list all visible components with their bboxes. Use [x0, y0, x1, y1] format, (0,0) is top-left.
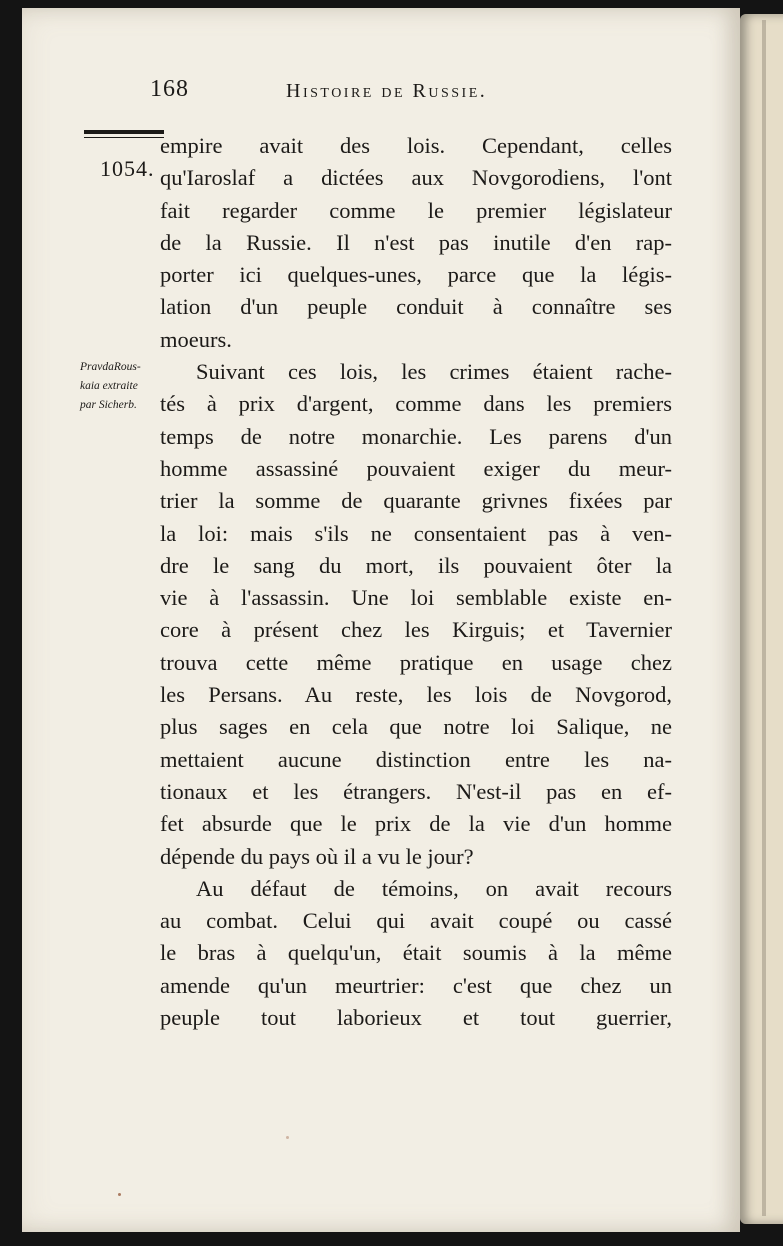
margin-year: 1054.: [100, 156, 155, 181]
sidenote-line: PravdaRous-: [80, 361, 141, 373]
text-line: tés à prix d'argent, comme dans les premiers: [160, 391, 672, 417]
facing-page-shadow: [762, 20, 766, 1216]
text-line: fait regarder comme le premier législateur: [160, 197, 672, 223]
sidenote-line: par Sicherb.: [80, 399, 137, 411]
text-line: porter ici quelques-unes, parce que la légis-: [160, 262, 672, 288]
paper-speck: [118, 1193, 121, 1196]
paragraph: [160, 873, 672, 1034]
body-text: [160, 130, 672, 1034]
text-line: vie à l'assassin. Une loi semblable existe en-: [160, 585, 672, 611]
text-line: homme assassiné pouvaient exiger du meur-: [160, 455, 672, 481]
text-line: au combat. Celui qui avait coupé ou cassé: [160, 908, 672, 934]
text-line: trouva cette même pratique en usage chez: [160, 649, 672, 675]
text-line: tionaux et les étrangers. N'est-il pas en ef-: [160, 778, 672, 804]
text-line: les Persans. Au reste, les lois de Novgorod,: [160, 682, 672, 708]
text-line: moeurs.: [160, 326, 232, 352]
page-number: 168: [150, 76, 189, 102]
text-line: peuple tout laborieux et tout guerrier,: [160, 1005, 672, 1031]
text-line: dre le sang du mort, ils pouvaient ôter la: [160, 552, 672, 578]
paragraph: [160, 130, 672, 356]
text-line: trier la somme de quarante grivnes fixées par: [160, 488, 672, 514]
text-line: core à présent chez les Kirguis; et Tavernier: [160, 617, 672, 643]
text-line: le bras à quelqu'un, était soumis à la même: [160, 940, 672, 966]
margin-rule-thin: [84, 137, 164, 138]
text-line: Au défaut de témoins, on avait recours: [196, 875, 672, 901]
text-line: lation d'un peuple conduit à connaître ses: [160, 294, 672, 320]
text-line: fet absurde que le prix de la vie d'un homme: [160, 811, 672, 837]
sidenote-line: kaia extraite: [80, 380, 138, 392]
text-line: Suivant ces lois, les crimes étaient rache-: [196, 359, 672, 385]
running-title: Histoire de Russie.: [286, 80, 488, 102]
text-line: mettaient aucune distinction entre les na-: [160, 746, 672, 772]
text-line: empire avait des lois. Cependant, celles: [160, 133, 672, 158]
margin-rule-thick: [84, 130, 164, 134]
text-line: de la Russie. Il n'est pas inutile d'en rap-: [160, 229, 672, 255]
text-line: plus sages en cela que notre loi Salique, ne: [160, 714, 672, 740]
paragraph: [160, 356, 672, 873]
text-line: la loi: mais s'ils ne consentaient pas à ven-: [160, 520, 672, 546]
text-line: dépende du pays où il a vu le jour?: [160, 843, 474, 869]
text-line: amende qu'un meurtrier: c'est que chez un: [160, 972, 672, 998]
text-line: temps de notre monarchie. Les parens d'un: [160, 423, 672, 449]
text-line: qu'Iaroslaf a dictées aux Novgorodiens, l'ont: [160, 165, 672, 191]
paper-speck: [286, 1136, 289, 1139]
